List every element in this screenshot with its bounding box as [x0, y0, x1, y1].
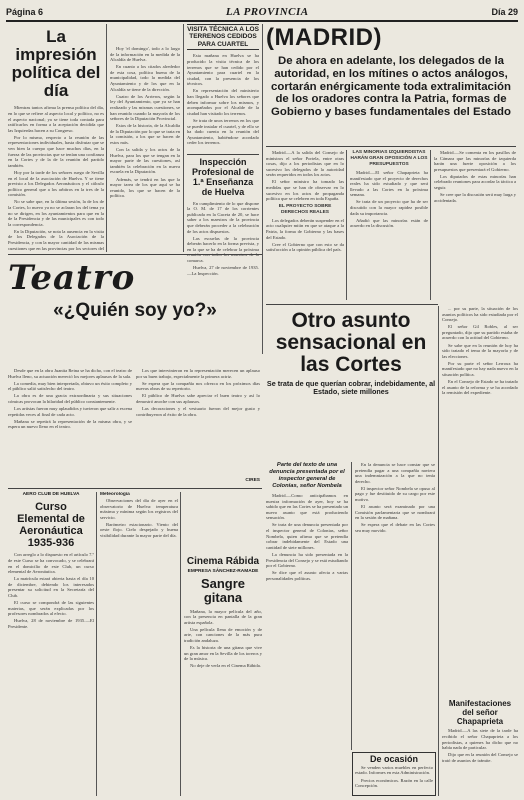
paragraph: El curso se compondrá de las siguientes materias, que serán explicadas por los profesores nombrados al efecto. [8, 600, 94, 617]
paragraph: Los diputados de estas minorías han celebrado reuniones para acordar la táctica a seguir. [434, 173, 516, 191]
paragraph: Se cree que la discusión será muy larga y accidentada. [434, 192, 516, 203]
theatre-article-head [8, 258, 262, 370]
visit-body [187, 53, 259, 146]
paragraph: Madrid.—El señor Chapaprieta ha manifestado que el proyecto de derechos reales ha sido estudiado y que será llevado a las Cortes en la próxima semana. [350, 170, 428, 198]
paragraph: Con la salida y los actos de la Huelva, para los que se tengan en la mayor parte de las cuestiones, así también la celebración en la nueva escuela en la Diputación. [110, 147, 180, 175]
paragraph: Una película llena de emoción y de arte, con canciones de la más pura tradición andaluza. [184, 626, 262, 644]
column-divider [96, 492, 97, 796]
theatre-column-a [8, 368, 132, 478]
column-divider [180, 492, 181, 796]
madrid-column-b [350, 150, 428, 300]
paragraph: Dijo que en la reunión del Consejo se trató de asuntos de trámite. [442, 752, 518, 763]
paragraph: Se sabe que en la reunión de hoy ha sido tratado el tema de la mayoría y de las elecciones. [442, 342, 518, 359]
theatre-subhead: «¿Quién soy yo?» [53, 300, 217, 321]
paragraph: Las decoraciones y el vestuario fueron del mejor gusto y contribuyeron al éxito de la obra. [136, 406, 260, 417]
paragraph: En la Diputación, se nota la ausencia en la visita de los Delegados de la Asociación de la Presidencia, y con la mayor cantidad de las mismas cuestiones que en las provincias por los sectores del [8, 228, 104, 251]
column-divider [351, 462, 352, 750]
paragraph: Los que intervinieron en la representación merecen un aplauso por su buen trabajo, especialmente la primera actriz. [136, 368, 260, 379]
madrid-column-c [434, 150, 516, 300]
paragraph: ... por su parte, la situación de los asuntos políticos ha sido estudiada por el Consejo. [442, 306, 518, 323]
politics-body [8, 105, 104, 252]
classified-headline: De ocasión [369, 754, 418, 764]
classified-body [355, 765, 433, 789]
paragraph: Por su parte el señor Lerroux ha manifestado que no hay nada nuevo en la situación política. [442, 360, 518, 378]
madrid-subheading: LAS MINORÍAS IZQUIERDISTAS HARÁN GRAN OPOSICIÓN A LOS PRESUPUESTOS [350, 150, 428, 167]
paragraph: No se sabe que, en la última sesión, la de los de la Cortes, lo nuevo ya no se aclaran los del tema ya no se dirigen, en los ayuntamientos para que en la de la Presidencia y de las municipales es con todo la correspondencia. [8, 199, 104, 227]
masthead: LA PROVINCIA [225, 6, 309, 18]
paragraph: Desde que en la obra Juanita Reina se ha dicho, con el teatro de Huelva lleno, su actuación mereció los mejores aplausos de la sala. [8, 368, 132, 379]
paragraph: Se espera que el debate en las Cortes sea muy movido. [355, 522, 435, 534]
paragraph: La obra es de una gracia extraordinaria y sus situaciones cómicas provocan la hilaridad del público constantemente. [8, 393, 132, 404]
madrid-article-head [266, 24, 516, 144]
chapaprieta-article [442, 700, 518, 796]
paragraph: No deje de verla en el Cinema Rábida. [190, 663, 261, 669]
inspection-headline: Inspección Profesional de 1.ª Enseñanza de Huelva [191, 158, 254, 197]
paragraph: Los artistas fueron muy aplaudidos y tuvieron que salir a escena repetidas veces al final de cada acto. [8, 406, 132, 417]
visit-article [187, 24, 259, 152]
paragraph: Mañana se repetirá la representación de la misma obra, y se espera un nuevo lleno en el teatro. [8, 418, 132, 430]
paragraph: Se trata de una denuncia presentada por el inspector general de Colonias, señor Nombela, quien afirma que se pretendía cobrar indebidamente del Estado una cantidad de siete millones. [266, 522, 348, 550]
paragraph: La matrícula estará abierta hasta el día 10 de diciembre, debiendo los interesados presentar su solicitud en la Secretaría del Club. [8, 576, 94, 599]
cortes-column-a [266, 462, 348, 750]
madrid-column-a [266, 150, 344, 300]
aero-kicker: AERO CLUB DE HUELVA [22, 492, 80, 497]
cinema-article [184, 556, 262, 796]
paragraph: Cuatro de los Arrieros, según la ley del Ayuntamiento, que ya se han realizado y las mismas cuestiones, se han reunido cuando la mayoría de los señores de la Diputación Provincial. [110, 93, 180, 122]
column-divider [430, 150, 431, 300]
cortes-headline: Otro asunto sensacional en las Cortes [275, 310, 427, 376]
cinema-film-title: Sangre gitana [200, 576, 246, 606]
paragraph: La denuncia ha sido presentada en la Presidencia del Consejo y se está estudiando por el Gobierno. [266, 551, 348, 569]
paragraph: Añadió que las minorías están de acuerdo en la discusión. [350, 217, 428, 229]
paragraph: Por lo mismo, respecto a la reunión de las representaciones individuales, hasta disfrutar que se ven bien la cuerpo que hace muchos días, en la fuerza de las provincias que se tenían una confianza en la Cortes y de la de la reunión del partido también. [8, 134, 104, 168]
theatre-headline: Teatro [8, 258, 136, 298]
paragraph: En cumplimiento de lo que dispone la O. M. de 17 de los corrientes publicada en la Gaceta de 20, se hace saber a los maestros de la provincia que deberán proceder a la celebración de los actos dispuestos. [187, 200, 259, 234]
paragraph: Madrid.—A las siete de la tarde ha recibido el señor Chapaprieta a los periodistas, a quienes ha dicho que no había nada de particular. [442, 728, 518, 751]
paragraph: Con arreglo a lo dispuesto en el artículo 7.º de este Curso se ha convocado, y se celebrará en el domicilio de este Club, un curso elemental de Aeronáutica. [8, 552, 94, 575]
section-divider [266, 146, 516, 147]
cortes-article-head [266, 310, 436, 460]
paragraph: Se venden varios muebles en perfecto estado. Informes en esta Administración. [355, 764, 433, 776]
visit-headline: VISITA TÉCNICA A LOS TERRENOS CEDIDOS PARA CUARTEL [187, 24, 259, 50]
paragraph: Se trata de unos terrenos en los que se puede instalar el cuartel, y de ello se ha dado cuenta en la reunión del Ayuntamiento, habiéndose acordado ceder los terrenos. [187, 117, 259, 146]
classified-box [352, 752, 436, 796]
chapaprieta-body [442, 728, 518, 763]
paragraph: Esta mañana en Huelva se ha producido la visita técnica de los terrenos que se han cedido por el Ayuntamiento para cuartel en la ciudad, con la presencia de los técnicos. [187, 53, 259, 87]
politics-headline: La impresión política del día [11, 27, 101, 100]
paragraph: El inspector señor Nombela se opuso al pago y fue destituido de su cargo por este motivo. [355, 485, 435, 503]
paragraph: Las escuelas de la provincia deberán hacerlo en la forma prevista, y en la que se ha de celebrar la próxima comarca. [187, 235, 259, 263]
paragraph: Observaciones del día de ayer en el observatorio de Huelva: temperatura máxima y mínima según los registros del servicio. [100, 498, 178, 520]
meteo-article [100, 492, 178, 796]
paragraph: El señor ministro ha tomado las medidas que se han de observar en lo sucesivo en los actos de propaganda política que se celebren en toda España. [266, 179, 344, 202]
paragraph: Huelva, 27 de noviembre de 1935.—La Inspección. [187, 265, 259, 276]
paragraph: En el Consejo de Estado se ha tratado el asunto de la reforma y se ha acordado la remisión del expediente. [442, 379, 518, 396]
cortes-subdeck: Parte del texto de una denuncia presentada por el inspector general de Colonias, señor Nombela [269, 462, 345, 489]
paragraph: Barómetro estacionario. Viento del oeste flojo. Cielo despejado y buena visibilidad durante la mayor parte del día. [100, 521, 178, 539]
paragraph: Madrid.—Se comenta en los pasillos de la Cámara que las minorías de izquierda harán una fuerte oposición a los presupuestos que presentará el Gobierno. [434, 150, 516, 172]
column-divider [438, 306, 439, 796]
cinema-company: EMPRESA SÁNCHEZ-RAMADE [187, 569, 259, 574]
page-date: Día 29 [491, 7, 518, 17]
section-divider [266, 304, 438, 305]
theatre-signature: CIRES [245, 478, 260, 483]
cortes-body-a [266, 493, 348, 581]
paragraph: Es la historia de una gitana que vive un gran amor en la Sevilla de los toreros y de la música. [184, 645, 262, 662]
aero-article [8, 492, 94, 796]
column-divider [106, 24, 107, 252]
paragraph: Huelva, 28 de noviembre de 1935.—El Presidente. [8, 618, 94, 629]
section-divider [187, 154, 259, 155]
paragraph: Se espera que la compañía nos ofrezca en los próximos días nuevas obras de su repertorio. [136, 380, 260, 392]
paragraph: La comedia, muy bien interpretada, obtuvo un éxito completo y el público salió satisfecho del teatro. [8, 380, 132, 392]
paragraph: En representación del ministerio han llegado a Huelva los señores que deben informar sobre los mismos, y acompañados por el Alcalde de la ciudad han visitado los terrenos. [187, 88, 259, 116]
paragraph: El asunto será examinado por una Comisión parlamentaria que se nombrará en la sesión de mañana. [355, 504, 435, 521]
paragraph: Madrid.—Como anticipábamos en nuestra información de ayer, hoy se ha sabido que en las Cortes se ha presentado un nuevo asunto que está produciendo sensación. [266, 493, 348, 521]
theatre-column-b [136, 368, 260, 478]
page-label: Página 6 [6, 7, 44, 17]
paragraph: En la denuncia se hace constar que se pretendía pagar a una compañía naviera una indemnización a la que no tenía derecho. [355, 462, 435, 484]
paragraph: Precios económicos. Razón en la calle Concepción. [355, 777, 433, 789]
aero-body [8, 552, 94, 629]
cortes-deck: Se trata de que querían cobrar, indebidamente, al Estado, siete millones [266, 379, 436, 397]
column-divider [262, 24, 263, 354]
paragraph: Mañana, la mayor película del año, con la presencia en pantalla de la gran artista española. [184, 608, 262, 625]
paragraph: Hoy por la tarde de los señores ruego de Sevilla en el local de la asociación de Huelva. Y se tiene previsto a los Delegados Aeronáuticos y el cálculo político general que a los arbitros en la tres de la comisión. [8, 169, 104, 198]
aero-headline: Curso Elemental de Aeronáutica 1935-936 [17, 501, 85, 550]
paragraph: Cree el Gobierno que con esto se da satisfacción a la opinión pública del país. [266, 241, 344, 253]
paragraph: El público de Huelva sabe apreciar el buen teatro y así lo demostró anoche con sus aplausos. [136, 393, 260, 404]
paragraph: Los delegados deberán suspender en el acto cualquier mitin en que se ataque a la Patria, la forma de Gobierno y las bases del Estado. [266, 217, 344, 240]
paragraph: Estos de la historia, de la Alcaldía de la Diputación por lo que se trata en la comisión, a los que se hacen de estos más. [110, 123, 180, 145]
section-divider [8, 488, 262, 489]
column-divider [183, 24, 184, 252]
paragraph: Se trata de un proyecto que ha de ser discutido con la mayor rapidez posible dada su importancia. [350, 199, 428, 216]
cinema-body [184, 609, 262, 669]
paragraph: En cuanto a los citados alrededor de esta cosa, política buena de la municipalidad, todo la medida del Ayuntamiento y de los que en la Alcaldía se tiene de la dirección. [110, 64, 180, 92]
paragraph: Hoy 'el domingo', todo a lo largo de la información en la medida de la Alcaldía de Huelva. [110, 46, 180, 63]
paragraph: Se dice que el asunto afecta a varias personalidades políticas. [266, 570, 348, 581]
meteo-heading: Meteorología [100, 492, 130, 497]
cortes-column-b [355, 462, 435, 746]
meteo-body [100, 498, 178, 539]
paragraph: Madrid.—A la salida del Consejo de ministros el señor Portela, entre otras cosas, dijo a los periodistas que en lo sucesivo los delegados de la autoridad serán requeridos en todos los actos. [266, 150, 344, 178]
column-divider [346, 150, 347, 300]
cinema-headline: Cinema Rábida [186, 556, 260, 567]
madrid-headline: (MADRID) [266, 24, 382, 51]
paragraph: Mientras tantos afirma la prensa política del día, en lo que se refiere al aspecto local y político, no es el aspecto nacional; ya se tiene toda contada para ratificarlos en forma a la aceptación decidida que las Izquierdas hacen a su Congreso. [8, 105, 104, 133]
politics-column [8, 24, 104, 252]
paragraph: Además, se tendrá en las que la mayor tarea de los que aquí se ha reunido, los que se hacen de la política. [110, 176, 180, 199]
right-column [442, 306, 518, 696]
section-divider [8, 254, 262, 255]
madrid-subheading: EL PROYECTO SOBRE DERECHOS REALES [278, 203, 332, 215]
madrid-lead: De ahora en adelante, los delegados de la autoridad, en los mítines o actos análogos, cortarán enérgicamente toda extralimitación de los oradores contra la Patria, formas de Gobierno y bases fundamentales del Estado [271, 55, 511, 119]
politics-column-continued [110, 46, 180, 252]
paragraph: El señor Gil Robles, al ser preguntado, dijo que su partido estaba de acuerdo con la actitud del Gobierno. [442, 324, 518, 341]
page-header [6, 4, 518, 22]
chapaprieta-headline: Manifestaciones del señor Chapaprieta [448, 700, 512, 726]
